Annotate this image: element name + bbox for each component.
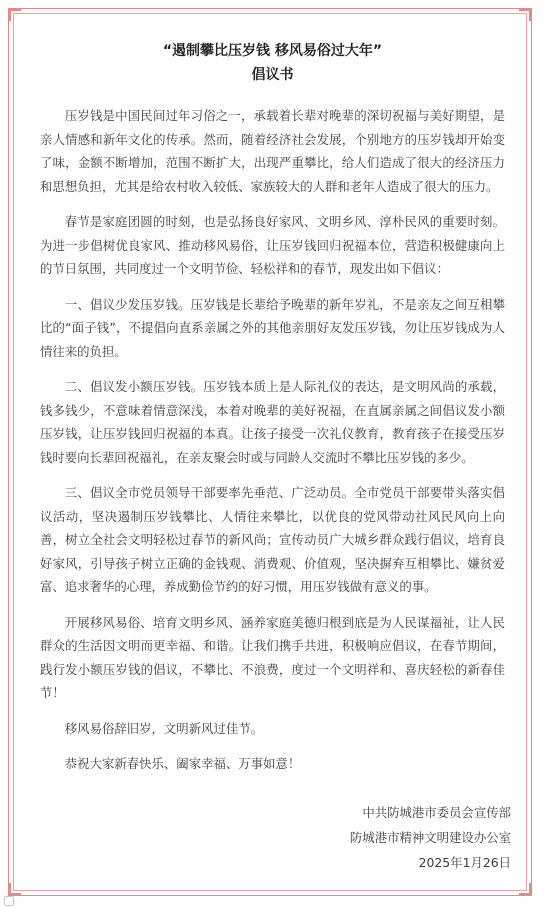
signature-org-propaganda: 中共防城港市委员会宣传部 xyxy=(362,805,511,820)
paragraph-slogan: 移风易俗辞旧岁，文明新风过佳节。 xyxy=(64,720,264,736)
corner-ornament xyxy=(8,8,21,21)
signature-block xyxy=(350,800,511,875)
paragraph-call-to-action: 开展移风易俗、培育文明乡风、涵养家庭美德归根到底是为人民谋福祉，让人民群众的生活因文明而更幸福、和谐。让我们携手共进，积极响应倡议，在春节期间，践行发小额压岁钱的倡议，不攀比、不浪费，度过一个文明祥和、喜庆轻松的新春佳节！ xyxy=(40,614,505,700)
watermark xyxy=(4,896,14,906)
corner-ornament xyxy=(519,883,532,896)
signature-date: 2025年1月26日 xyxy=(418,855,511,870)
document-body xyxy=(40,40,505,788)
corner-ornament xyxy=(519,8,532,21)
paragraph-proposal-3: 三、倡议全市党员领导干部要率先垂范、广泛动员。全市党员干部要带头落实倡议活动，坚决遏制压岁钱攀比、人情往来攀比，以优良的党风带动社风民风向上向善，树立全社会文明轻松过春节的新风尚；宣传动员广大城乡群众践行倡议，培育良好家风，引导孩子树立正确的金钱观、消费观、价值观，坚决摒弃互相攀比、嫌贫爱富、追求奢华的心理，养成勤俭节约的好习惯，用压岁钱做有意义的事。 xyxy=(40,485,505,594)
corner-ornament xyxy=(8,883,21,896)
paragraph-proposal-1: 一、倡议少发压岁钱。压岁钱是长辈给予晚辈的新年岁礼，不是亲友之间互相攀比的“面子钱”，不提倡向直系亲属之外的其他亲朋好友发压岁钱，勿让压岁钱成为人情往来的负担。 xyxy=(40,296,505,359)
paragraph-intro: 压岁钱是中国民间过年习俗之一，承载着长辈对晚辈的深切祝福与美好期望，是亲人情感和新年文化的传承。然而，随着经济社会发展，个别地方的压岁钱却开始变了味，金额不断增加，范围不断扩大，出现严重攀比，给人们造成了很大的经济压力和思想负担，尤其是给农村收入较低、家族较大的人群和老年人造成了很大的压力。 xyxy=(40,108,505,194)
document-title: “遏制攀比压岁钱 移风易俗过大年” xyxy=(162,43,383,59)
document-subtitle: 倡议书 xyxy=(251,67,294,83)
paragraph-proposal-2: 二、倡议发小额压岁钱。压岁钱本质上是人际礼仪的表达，是文明风尚的承载，钱多钱少，不意味着情意深浅，本着对晚辈的美好祝福，在直属亲属之间倡议发小额压岁钱，让压岁钱回归祝福的本真。让孩子接受一次礼仪教育，教育孩子在接受压岁钱时要向长辈回祝福礼，在亲友聚会时或与同龄人交流时不攀比压岁钱的多少。 xyxy=(40,379,505,465)
paragraph-spring-festival: 春节是家庭团圆的时刻，也是弘扬良好家风、文明乡风、淳朴民风的重要时刻。为进一步倡树优良家风、推动移风易俗，让压岁钱回归祝福本位，营造积极健康向上的节日氛围，共同度过一个文明节俭、轻松祥和的春节，现发出如下倡议： xyxy=(40,214,505,276)
paragraph-greeting: 恭祝大家新春快乐、阖家幸福、万事如意！ xyxy=(64,756,301,771)
signature-org-civilization: 防城港市精神文明建设办公室 xyxy=(349,830,511,845)
watermark-logo-icon xyxy=(4,896,14,906)
